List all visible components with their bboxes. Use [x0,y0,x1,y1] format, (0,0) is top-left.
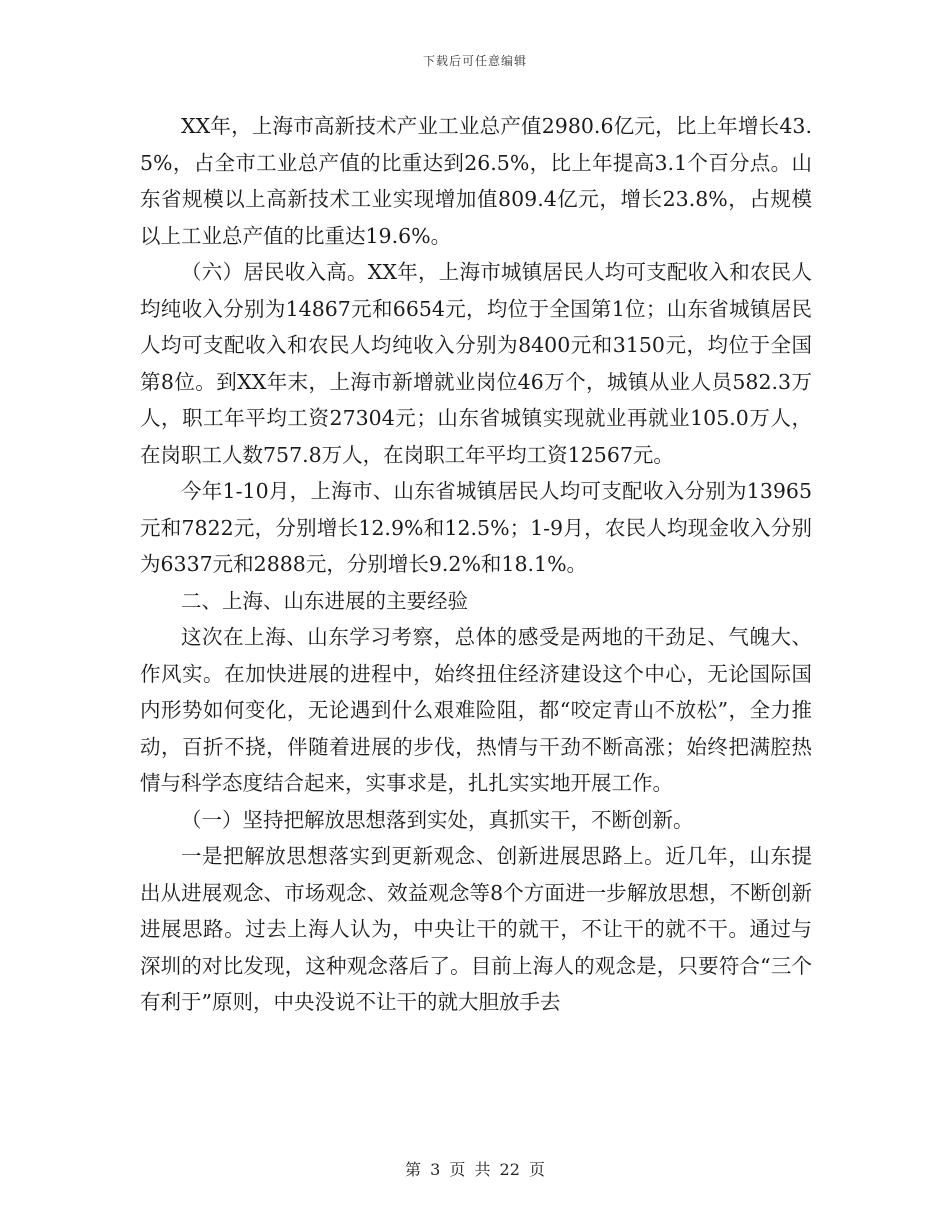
body-text [140,108,812,1021]
page-number-footer: 第 3 页 共 22 页 [405,1160,545,1179]
subheading-emancipate-mind: （一）坚持把解放思想落到实处，真抓实干，不断创新。 [181,807,694,832]
paragraph-resident-income: （六）居民收入高。XX年，上海市城镇居民人均可支配收入和农民人均纯收入分别为14867元和6654元，均位于全国第1位；山东省城镇居民人均可支配收入和农民人均纯收入分别为8400元和3150元，均位于全国第8位。到XX年末，上海市新增就业岗位46万个，城镇从业人员582.3万人，职工年平均工资27304元；山东省城镇实现就业再就业105.0万人，在岗职工人数757.8万人，在岗职工年平均工资12567元。 [140,260,812,467]
paragraph-overall-impression: 这次在上海、山东学习考察，总体的感受是两地的干劲足、气魄大、作风实。在加快进展的进程中，始终扭住经济建设这个中心，无论国际国内形势如何变化，无论遇到什么艰难险阻，都“咬定青山不放松”，全力推动，百折不挠，伴随着进展的步伐，热情与干劲不断高涨；始终把满腔热情与科学态度结合起来，实事求是，扎扎实实地开展工作。 [140,625,812,795]
paragraph-hightech-output: XX年，上海市高新技术产业工业总产值2980.6亿元，比上年增长43.5%，占全市工业总产值的比重达到26.5%，比上年提高3.1个百分点。山东省规模以上高新技术工业实现增加值809.4亿元，增长23.8%，占规模以上工业总产值的比重达19.6%。 [140,114,812,248]
paragraph-income-growth: 今年1-10月，上海市、山东省城镇居民人均可支配收入分别为13965元和7822元，分别增长12.9%和12.5%；1-9月，农民人均现金收入分别为6337元和2888元，分别增长9.2%和18.1%。 [140,479,812,576]
paragraph-new-concepts: 一是把解放思想落实到更新观念、创新进展思路上。近几年，山东提出从进展观念、市场观念、效益观念等8个方面进一步解放思想，不断创新进展思路。过去上海人认为，中央让干的就干，不让干的就不干。通过与深圳的对比发现，这种观念落后了。目前上海人的观念是，只要符合“三个有利于”原则，中央没说不让干的就大胆放手去 [140,844,812,1014]
section-heading-experience: 二、上海、山东进展的主要经验 [181,588,468,613]
header-note: 下载后可任意编辑 [422,54,527,68]
